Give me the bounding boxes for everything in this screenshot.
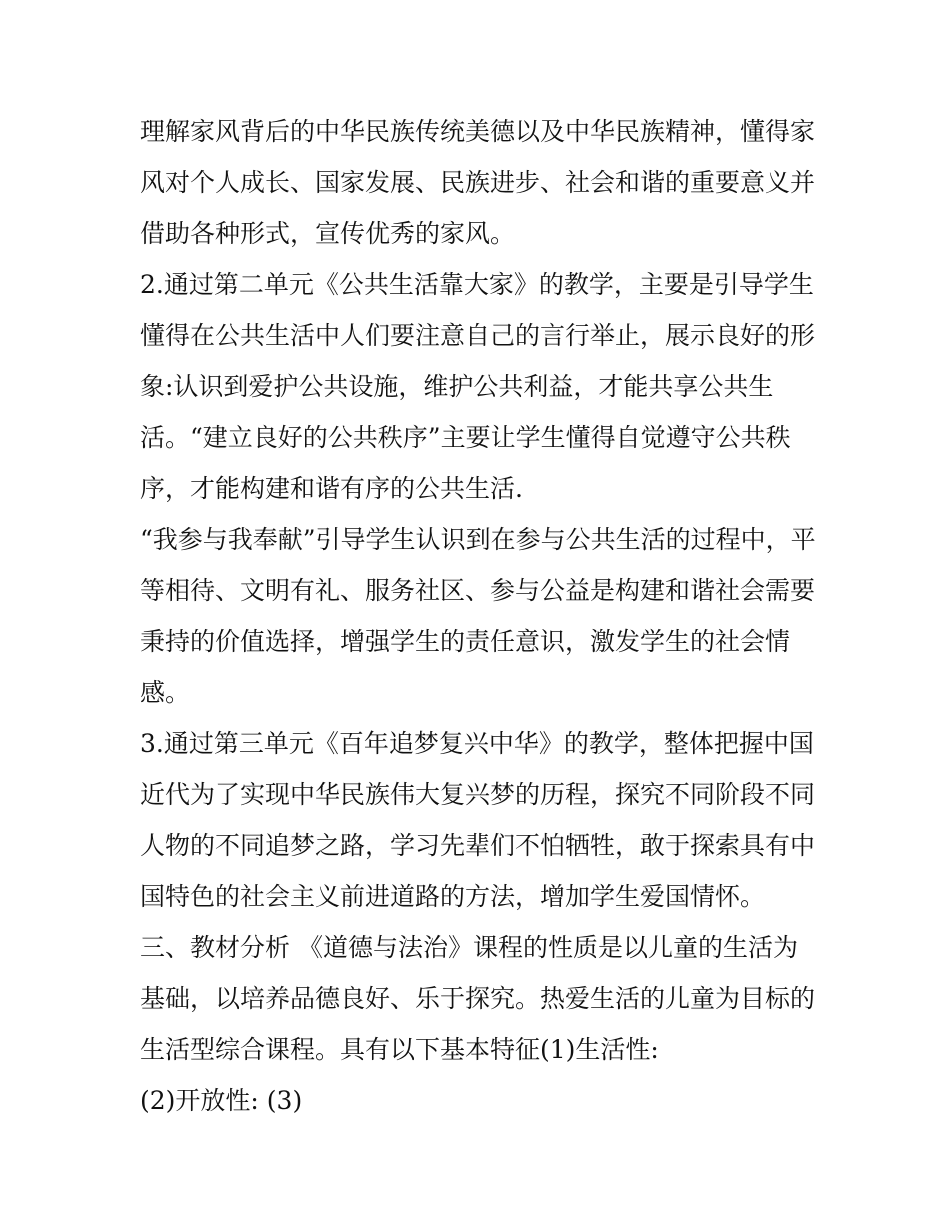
text-line: 序，才能构建和谐有序的公共生活. [140, 474, 523, 503]
text-line: (2)开放性: (3) [140, 1086, 303, 1115]
text-line: 3.通过第三单元《百年追梦复兴中华》的教学，整体把握中国 [140, 729, 814, 758]
body-text [140, 106, 820, 1126]
text-line: 人物的不同追梦之路，学习先辈们不怕牺牲，敢于探索具有中 [140, 831, 816, 860]
text-line: 活。“建立良好的公共秩序”主要让学生懂得自觉遵守公共秩 [140, 423, 791, 452]
text-line: 2.通过第二单元《公共生活靠大家》的教学，主要是引导学生 [140, 270, 814, 299]
text-line: 等相待、文明有礼、服务社区、参与公益是构建和谐社会需要 [140, 576, 816, 605]
text-line: 生活型综合课程。具有以下基本特征(1)生活性: [140, 1035, 659, 1064]
text-line: 三、教材分析 《道德与法治》课程的性质是以儿童的生活为 [140, 933, 798, 962]
text-line: 国特色的社会主义前进道路的方法，增加学生爱国情怀。 [140, 882, 766, 911]
text-line: 风对个人成长、国家发展、民族进步、社会和谐的重要意义并 [140, 168, 816, 197]
text-line: 秉持的价值选择，增强学生的责任意识，激发学生的社会情 [140, 627, 791, 656]
text-line: 理解家风背后的中华民族传统美德以及中华民族精神，懂得家 [140, 117, 816, 146]
text-line: 基础，以培养品德良好、乐于探究。热爱生活的儿童为目标的 [140, 984, 816, 1013]
text-line: 感。 [140, 678, 191, 707]
text-line: 象:认识到爱护公共设施，维护公共利益，才能共享公共生 [140, 372, 774, 401]
text-line: 近代为了实现中华民族伟大复兴梦的历程，探究不同阶段不同 [140, 780, 816, 809]
text-line: 借助各种形式，宣传优秀的家风。 [140, 219, 516, 248]
text-line: “我参与我奉献”引导学生认识到在参与公共生活的过程中，平 [140, 525, 816, 554]
text-line: 懂得在公共生活中人们要注意自己的言行举止，展示良好的形 [140, 321, 816, 350]
